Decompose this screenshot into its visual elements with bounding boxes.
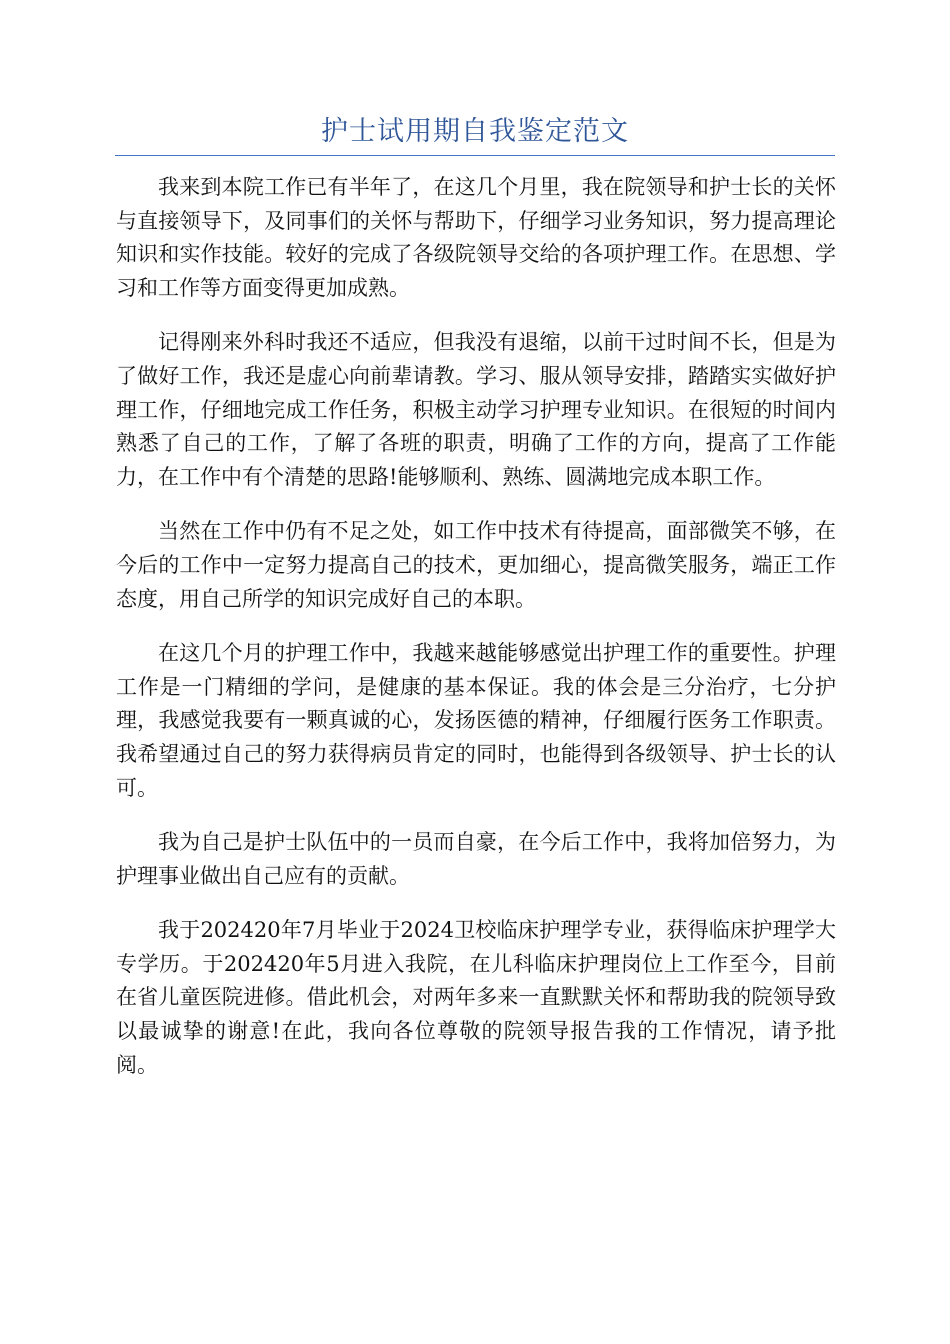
paragraph-3: 当然在工作中仍有不足之处，如工作中技术有待提高，面部微笑不够，在今后的工作中一定努力提高自己的技术，更加细心，提高微笑服务，端正工作态度，用自己所学的知识完成好自己的本职。 bbox=[116, 519, 836, 611]
document-body bbox=[116, 171, 836, 1103]
title-underline bbox=[115, 155, 835, 156]
paragraph-2: 记得刚来外科时我还不适应，但我没有退缩，以前干过时间不长，但是为了做好工作，我还是虚心向前辈请教。学习、服从领导安排，踏踏实实做好护理工作，仔细地完成工作任务，积极主动学习护理专业知识。在很短的时间内熟悉了自己的工作，了解了各班的职责，明确了工作的方向，提高了工作能力，在工作中有个清楚的思路!能够顺利、熟练、圆满地完成本职工作。 bbox=[116, 330, 836, 489]
paragraph-6: 我于202420年7月毕业于2024卫校临床护理学专业，获得临床护理学大专学历。于202420年5月进入我院，在儿科临床护理岗位上工作至今，目前在省儿童医院进修。借此机会，对两年多来一直默默关怀和帮助我的院领导致以最诚挚的谢意!在此，我向各位尊敬的院领导报告我的工作情况，请予批阅。 bbox=[116, 918, 836, 1077]
paragraph-1: 我来到本院工作已有半年了，在这几个月里，我在院领导和护士长的关怀与直接领导下，及同事们的关怀与帮助下，仔细学习业务知识，努力提高理论知识和实作技能。较好的完成了各级院领导交给的各项护理工作。在思想、学习和工作等方面变得更加成熟。 bbox=[116, 175, 836, 300]
document-title: 护士试用期自我鉴定范文 bbox=[321, 116, 629, 147]
paragraph-5: 我为自己是护士队伍中的一员而自豪，在今后工作中，我将加倍努力，为护理事业做出自己应有的贡献。 bbox=[116, 830, 836, 888]
paragraph-4: 在这几个月的护理工作中，我越来越能够感觉出护理工作的重要性。护理工作是一门精细的学问，是健康的基本保证。我的体会是三分治疗，七分护理，我感觉我要有一颗真诚的心，发扬医德的精神，仔细履行医务工作职责。我希望通过自己的努力获得病员肯定的同时，也能得到各级领导、护士长的认可。 bbox=[116, 641, 836, 800]
